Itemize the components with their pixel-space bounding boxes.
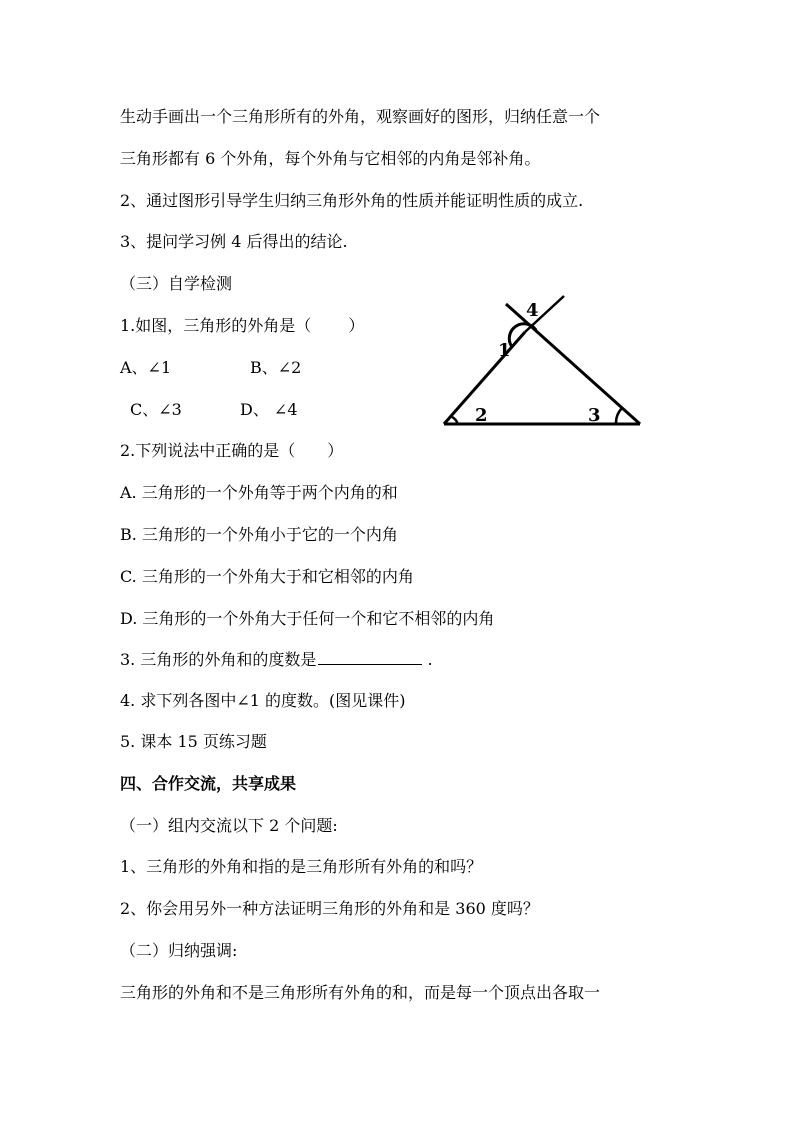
- question-2-option-b: B. 三角形的一个外角小于它的一个内角: [120, 525, 398, 544]
- step-2-text: 2、通过图形引导学生归纳三角形外角的性质并能证明性质的成立.: [120, 191, 584, 210]
- section-4-subheading-1: （一）组内交流以下 2 个问题:: [120, 816, 338, 835]
- angle-label-4: 4: [526, 300, 539, 321]
- angle-label-3: 3: [588, 405, 601, 426]
- paragraph-line-2: 三角形都有 6 个外角，每个外角与它相邻的内角是邻补角。: [120, 149, 541, 168]
- question-1: 1.如图，三角形的外角是（ ）: [120, 316, 365, 335]
- question-3-text: 3. 三角形的外角和的度数是: [120, 650, 317, 669]
- summary-line: 三角形的外角和不是三角形所有外角的和，而是每一个顶点出各取一: [120, 983, 601, 1002]
- triangle-figure: [440, 292, 650, 432]
- question-3: [120, 649, 433, 671]
- question-1-option-b: B、∠2: [250, 358, 302, 377]
- angle-label-2: 2: [475, 405, 488, 426]
- question-2-option-d: D. 三角形的一个外角大于任何一个和它不相邻的内角: [120, 609, 495, 628]
- self-test-heading: （三）自学检测: [120, 274, 233, 293]
- angle-arc-3: [616, 408, 622, 424]
- answer-blank: [318, 649, 422, 665]
- section-4-subheading-2: （二）归纳强调:: [120, 941, 238, 960]
- section-4-heading: 四、合作交流，共享成果: [120, 774, 297, 793]
- question-2: 2.下列说法中正确的是（ ）: [120, 441, 344, 460]
- question-2-option-c: C. 三角形的一个外角大于和它相邻的内角: [120, 567, 414, 586]
- question-1-option-a: A、∠1: [120, 358, 172, 377]
- discussion-question-2: 2、你会用另外一种方法证明三角形的外角和是 360 度吗？: [120, 899, 539, 918]
- discussion-question-1: 1、三角形的外角和指的是三角形所有外角的和吗？: [120, 857, 483, 876]
- paragraph-line-1: 生动手画出一个三角形所有的外角，观察画好的图形，归纳任意一个: [120, 107, 601, 126]
- question-1-option-d: D、 ∠4: [240, 400, 298, 419]
- question-1-option-c: C、∠3: [130, 400, 182, 419]
- step-3-text: 3、提问学习例 4 后得出的结论.: [120, 232, 348, 251]
- triangle-right-side-extended: [506, 304, 640, 424]
- question-5: 5. 课本 15 页练习题: [120, 732, 267, 751]
- angle-label-1: 1: [498, 340, 511, 361]
- question-2-option-a: A. 三角形的一个外角等于两个内角的和: [120, 483, 398, 502]
- question-3-suffix: .: [422, 650, 433, 669]
- question-4: 4. 求下列各图中∠1 的度数。(图见课件): [120, 691, 406, 710]
